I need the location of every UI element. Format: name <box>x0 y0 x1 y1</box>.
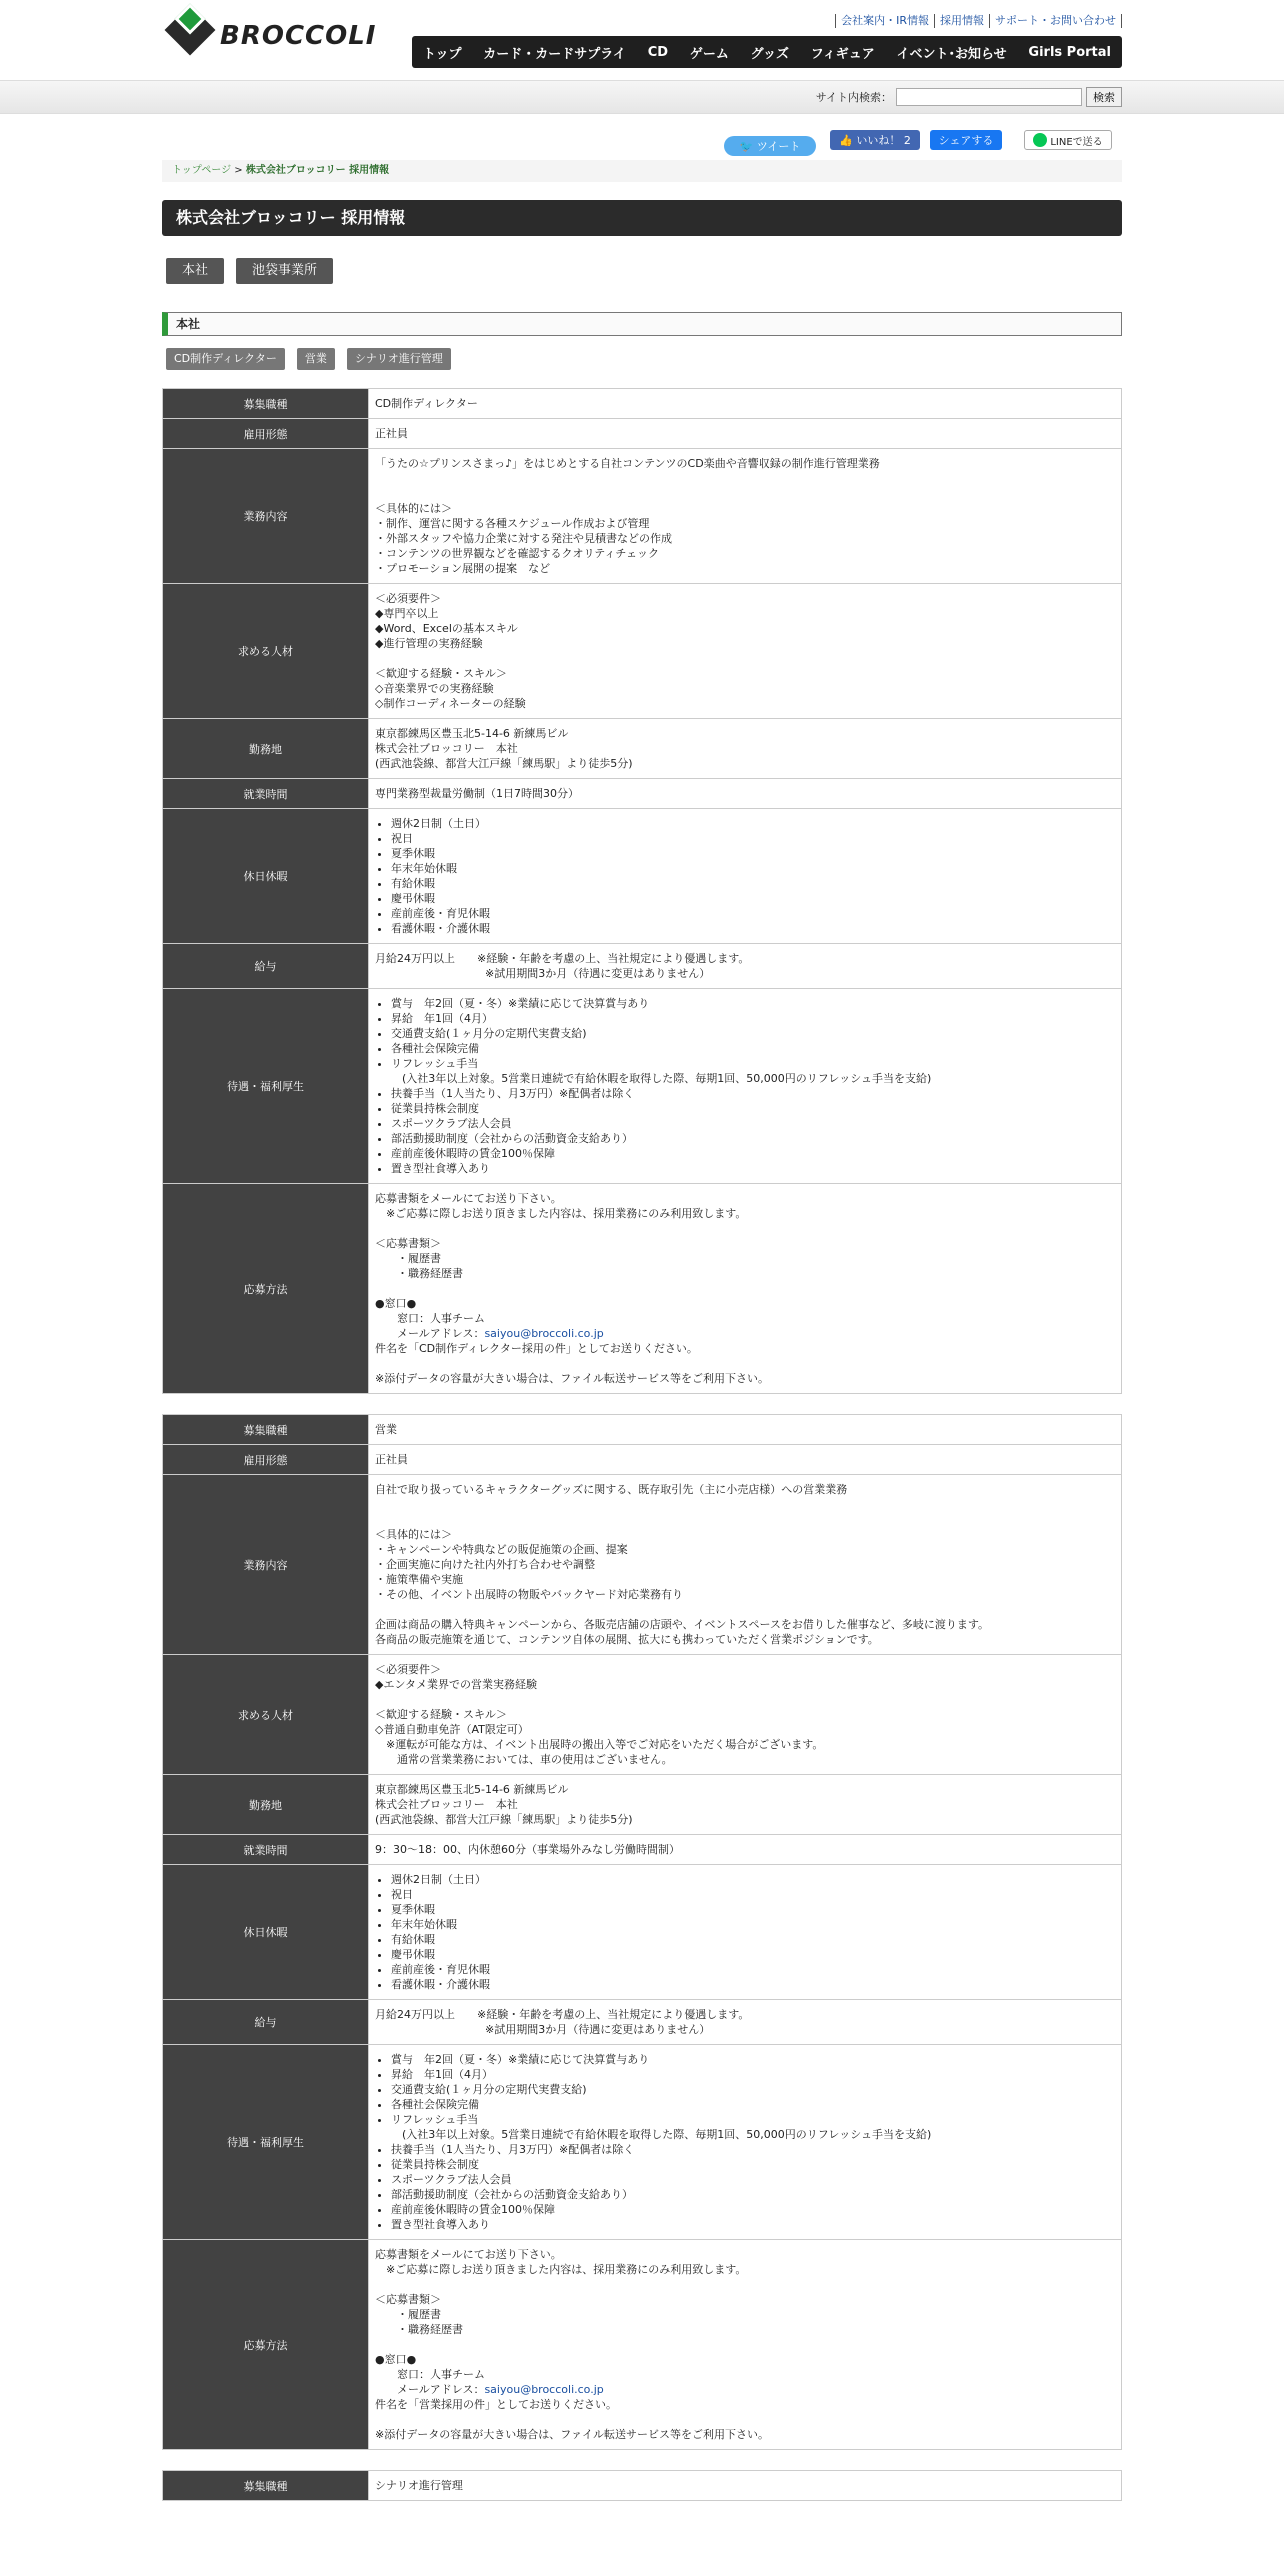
job-row <box>163 1775 1122 1835</box>
job-row-value: 月給24万円以上 ※経験・年齢を考慮の上、当社規定により優遇します。 ※試用期間3か月（待遇に変更はありません） <box>369 2000 1122 2045</box>
nav-top[interactable]: トップ <box>422 46 462 62</box>
email-link[interactable]: saiyou@broccoli.co.jp <box>484 1327 604 1340</box>
email-link[interactable]: saiyou@broccoli.co.jp <box>484 2383 604 2396</box>
job-row-label: 雇用形態 <box>163 419 369 449</box>
job-row-list <box>375 1872 1115 1992</box>
job-row-label: 応募方法 <box>163 1184 369 1394</box>
list-item: • 置き型社食導入あり <box>391 2217 1115 2232</box>
list-item: • 週休2日制（土日） <box>391 816 1115 831</box>
nav-girls-portal[interactable]: Girls Portal <box>1028 44 1111 60</box>
job-row <box>163 779 1122 809</box>
job-row <box>163 1445 1122 1475</box>
job-row <box>163 2471 1122 2501</box>
nav-events[interactable]: イベント･お知らせ <box>896 46 1007 62</box>
office-tabs <box>162 258 1122 284</box>
search-label: サイト内検索： <box>815 91 892 104</box>
job-row-list <box>375 2052 1115 2232</box>
list-item: • 従業員持株会制度 <box>391 2157 1115 2172</box>
list-item: • 祝日 <box>391 1887 1115 1902</box>
job-row-value <box>369 989 1122 1184</box>
job-row <box>163 1865 1122 2000</box>
job-row-value: ＜必須要件＞ ◆エンタメ業界での営業実務経験 ＜歓迎する経験・スキル＞ ◇普通自動車免許（AT限定可） ※運転が可能な方は、イベント出展時の搬出入等でご対応をいただく場合がございます。 通常の営業業務においては、車の使用はございません。 <box>369 1655 1122 1775</box>
job-row-label: 募集職種 <box>163 389 369 419</box>
list-item: • 慶弔休暇 <box>391 891 1115 906</box>
list-item: • 慶弔休暇 <box>391 1947 1115 1962</box>
thumbs-up-icon: 👍 <box>839 133 857 147</box>
top-link-recruit[interactable]: 採用情報 <box>934 14 989 28</box>
job-row-value: 東京都練馬区豊玉北5-14-6 新練馬ビル 株式会社ブロッコリー 本社 (西武池袋線、都営大江戸線「練馬駅」より徒歩5分) <box>369 719 1122 779</box>
nav-goods[interactable]: グッズ <box>750 46 789 62</box>
job-row <box>163 2000 1122 2045</box>
job-row-label: 休日休暇 <box>163 809 369 944</box>
job-row-value: 正社員 <box>369 419 1122 449</box>
list-item: • 昇給 年1回（4月） <box>391 2067 1115 2082</box>
list-item: • 有給休暇 <box>391 876 1115 891</box>
job-row-value <box>369 2045 1122 2240</box>
list-item: • 部活動援助制度（会社からの活動資金支給あり） <box>391 2187 1115 2202</box>
list-item: • 産前産後・育児休暇 <box>391 1962 1115 1977</box>
job-row-label: 業務内容 <box>163 449 369 584</box>
search-button[interactable]: 検索 <box>1086 87 1122 107</box>
list-item: • 年末年始休暇 <box>391 861 1115 876</box>
search-bar <box>0 80 1284 114</box>
list-item: • 賞与 年2回（夏・冬）※業績に応じて決算賞与あり <box>391 2052 1115 2067</box>
job-row-label: 募集職種 <box>163 1415 369 1445</box>
job-row-label: 休日休暇 <box>163 1865 369 2000</box>
job-row-value <box>369 809 1122 944</box>
job-row-label: 就業時間 <box>163 1835 369 1865</box>
job-row-label: 勤務地 <box>163 1775 369 1835</box>
list-item: • 夏季休暇 <box>391 846 1115 861</box>
job-row <box>163 944 1122 989</box>
job-row <box>163 389 1122 419</box>
list-item: • 祝日 <box>391 831 1115 846</box>
list-item: • 看護休暇・介護休暇 <box>391 921 1115 936</box>
list-item: • 置き型社食導入あり <box>391 1161 1115 1176</box>
job-row-value: 自社で取り扱っているキャラクターグッズに関する、既存取引先（主に小売店様）への営業業務 ＜具体的には＞ ・キャンペーンや特典などの販促施策の企画、提案 ・企画実施に向けた社内外打ち合わせや調整 ・施策準備や実施 ・その他、イベント出展時の物販やバックヤード対応業務有り 企画は商品の購入特典キャンペーンから、各販売店舗の店頭や、イベントスペースをお借りした催事など、多岐に渡ります。 各商品の販売施策を通じて、コンテンツ自体の展開、拡大にも携わっていただく営業ポジションです。 <box>369 1475 1122 1655</box>
section-heading: 本社 <box>162 312 1122 336</box>
job-row-value <box>369 1184 1122 1394</box>
job-row-value: 9：30～18：00、内休憩60分（事業場外みなし労働時間制） <box>369 1835 1122 1865</box>
list-item: • 夏季休暇 <box>391 1902 1115 1917</box>
list-item: • 従業員持株会制度 <box>391 1101 1115 1116</box>
job-row <box>163 2240 1122 2450</box>
job-tag-sales[interactable]: 営業 <box>297 348 335 370</box>
list-item: • 扶養手当（1人当たり、月3万円）※配偶者は除く <box>391 2142 1115 2157</box>
apply-text: 応募書類をメールにてお送り下さい。 ※ご応募に際しお送り頂きました内容は、採用業務にのみ利用致します。 ＜応募書類＞ ・履歴書 ・職務経歴書 ●窓口● 窓口：人事チーム メールアドレス： <box>375 2248 747 2396</box>
list-item: • 賞与 年2回（夏・冬）※業績に応じて決算賞与あり <box>391 996 1115 1011</box>
job-row-label: 待遇・福利厚生 <box>163 989 369 1184</box>
job-row <box>163 809 1122 944</box>
job-row <box>163 1835 1122 1865</box>
job-row-value <box>369 2240 1122 2450</box>
job-row-label: 求める人材 <box>163 1655 369 1775</box>
job-row-value: 東京都練馬区豊玉北5-14-6 新練馬ビル 株式会社ブロッコリー 本社 (西武池袋線、都営大江戸線「練馬駅」より徒歩5分) <box>369 1775 1122 1835</box>
job-row-value: 専門業務型裁量労働制（1日7時間30分） <box>369 779 1122 809</box>
broccoli-logo[interactable]: BROCCOLI <box>162 8 376 64</box>
job-row-label: 募集職種 <box>163 2471 369 2501</box>
list-item: • 扶養手当（1人当たり、月3万円）※配偶者は除く <box>391 1086 1115 1101</box>
job-row-label: 応募方法 <box>163 2240 369 2450</box>
job-row-list <box>375 996 1115 1176</box>
job-table <box>162 388 1122 1394</box>
job-row-label: 給与 <box>163 2000 369 2045</box>
list-item: • 交通費支給(１ヶ月分の定期代実費支給) <box>391 1026 1115 1041</box>
job-row <box>163 1655 1122 1775</box>
list-item: • スポーツクラブ法人会員 <box>391 2172 1115 2187</box>
list-item: • 産前産後・育児休暇 <box>391 906 1115 921</box>
job-row-value: 正社員 <box>369 1445 1122 1475</box>
list-item: • 週休2日制（土日） <box>391 1872 1115 1887</box>
breadcrumb-current: 株式会社ブロッコリー 採用情報 <box>245 165 390 176</box>
list-item: • 有給休暇 <box>391 1932 1115 1947</box>
list-item: • リフレッシュ手当 (入社3年以上対象。5営業日連続で有給休暇を取得した際、毎期1回、50,000円のリフレッシュ手当を支給) <box>391 1056 1115 1086</box>
list-item: • 交通費支給(１ヶ月分の定期代実費支給) <box>391 2082 1115 2097</box>
nav-cd[interactable]: CD <box>647 44 669 60</box>
job-row-label: 業務内容 <box>163 1475 369 1655</box>
apply-text: 応募書類をメールにてお送り下さい。 ※ご応募に際しお送り頂きました内容は、採用業務にのみ利用致します。 ＜応募書類＞ ・履歴書 ・職務経歴書 ●窓口● 窓口：人事チーム メールアドレス： <box>375 1192 747 1340</box>
list-item: • 年末年始休暇 <box>391 1917 1115 1932</box>
apply-text: 件名を「営業採用の件」としてお送りください。 ※添付データの容量が大きい場合は、ファイル転送サービス等をご利用下さい。 <box>375 2398 769 2441</box>
list-item: • 産前産後休暇時の賃金100％保障 <box>391 1146 1115 1161</box>
page-title: 株式会社ブロッコリー 採用情報 <box>162 200 1122 236</box>
tweet-button[interactable]: 🐦 ツイート <box>724 136 816 156</box>
tab-head-office[interactable]: 本社 <box>166 258 224 284</box>
job-row <box>163 1415 1122 1445</box>
job-row-value <box>369 1865 1122 2000</box>
top-link-company-ir[interactable]: 会社案内・IR情報 <box>835 14 934 28</box>
list-item: • 各種社会保険完備 <box>391 2097 1115 2112</box>
job-row-value: CD制作ディレクター <box>369 389 1122 419</box>
job-row-label: 求める人材 <box>163 584 369 719</box>
facebook-like-button[interactable]: 👍 いいね！ 2 <box>830 130 920 150</box>
search-input[interactable] <box>896 88 1082 106</box>
apply-text: 件名を「CD制作ディレクター採用の件」としてお送りください。 ※添付データの容量が大きい場合は、ファイル転送サービス等をご利用下さい。 <box>375 1342 769 1385</box>
global-nav <box>412 36 1122 68</box>
site-header <box>162 0 1122 80</box>
breadcrumb-home[interactable]: トップページ <box>172 165 232 176</box>
job-listings <box>162 388 1122 2501</box>
job-tags <box>162 348 1122 370</box>
job-row <box>163 1475 1122 1655</box>
job-row-value: 「うたの☆プリンスさまっ♪」をはじめとする自社コンテンツのCD楽曲や音響収録の制作進行管理業務 ＜具体的には＞ ・制作、運営に関する各種スケジュール作成および管理 ・外部スタッフや協力企業に対する発注や見積書などの作成 ・コンテンツの世界観などを確認するクオリティチェック ・プロモーション展開の提案 など <box>369 449 1122 584</box>
top-link-support[interactable]: サポート・お問い合わせ <box>989 14 1122 28</box>
list-item: • リフレッシュ手当 (入社3年以上対象。5営業日連続で有給休暇を取得した際、毎期1回、50,000円のリフレッシュ手当を支給) <box>391 2112 1115 2142</box>
job-row <box>163 719 1122 779</box>
job-row <box>163 419 1122 449</box>
job-row <box>163 989 1122 1184</box>
job-table <box>162 1414 1122 2450</box>
breadcrumb: トップページ > 株式会社ブロッコリー 採用情報 <box>162 160 1122 182</box>
social-buttons <box>162 114 1122 160</box>
logo-mark-icon <box>162 8 218 64</box>
job-row-label: 雇用形態 <box>163 1445 369 1475</box>
list-item: • 各種社会保険完備 <box>391 1041 1115 1056</box>
tab-ikebukuro-office[interactable]: 池袋事業所 <box>236 258 333 284</box>
list-item: • 部活動援助制度（会社からの活動資金支給あり） <box>391 1131 1115 1146</box>
job-table <box>162 2470 1122 2501</box>
twitter-bird-icon: 🐦 <box>739 139 757 153</box>
nav-cards[interactable]: カード・カードサプライ <box>483 46 626 62</box>
job-tag-scenario[interactable]: シナリオ進行管理 <box>347 348 451 370</box>
list-item: • 看護休暇・介護休暇 <box>391 1977 1115 1992</box>
job-row-label: 勤務地 <box>163 719 369 779</box>
job-row-label: 就業時間 <box>163 779 369 809</box>
job-row <box>163 2045 1122 2240</box>
line-share-button[interactable]: LINEで送る <box>1024 130 1112 150</box>
list-item: • 産前産後休暇時の賃金100％保障 <box>391 2202 1115 2217</box>
line-logo-icon <box>1033 133 1047 147</box>
job-row-value: 営業 <box>369 1415 1122 1445</box>
top-links <box>835 14 1122 28</box>
job-row-value: 月給24万円以上 ※経験・年齢を考慮の上、当社規定により優遇します。 ※試用期間3か月（待遇に変更はありません） <box>369 944 1122 989</box>
facebook-share-button[interactable]: シェアする <box>930 130 1002 150</box>
job-tag-cd-director[interactable]: CD制作ディレクター <box>166 348 285 370</box>
job-row-list <box>375 816 1115 936</box>
job-row <box>163 584 1122 719</box>
nav-game[interactable]: ゲーム <box>689 46 729 62</box>
job-row-value: ＜必須要件＞ ◆専門卒以上 ◆Word、Excelの基本スキル ◆進行管理の実務経験 ＜歓迎する経験・スキル＞ ◇音楽業界での実務経験 ◇制作コーディネーターの経験 <box>369 584 1122 719</box>
job-row <box>163 449 1122 584</box>
nav-figure[interactable]: フィギュア <box>810 46 875 62</box>
job-row-value: シナリオ進行管理 <box>369 2471 1122 2501</box>
job-row-label: 給与 <box>163 944 369 989</box>
job-row-label: 待遇・福利厚生 <box>163 2045 369 2240</box>
list-item: • 昇給 年1回（4月） <box>391 1011 1115 1026</box>
list-item: • スポーツクラブ法人会員 <box>391 1116 1115 1131</box>
job-row <box>163 1184 1122 1394</box>
